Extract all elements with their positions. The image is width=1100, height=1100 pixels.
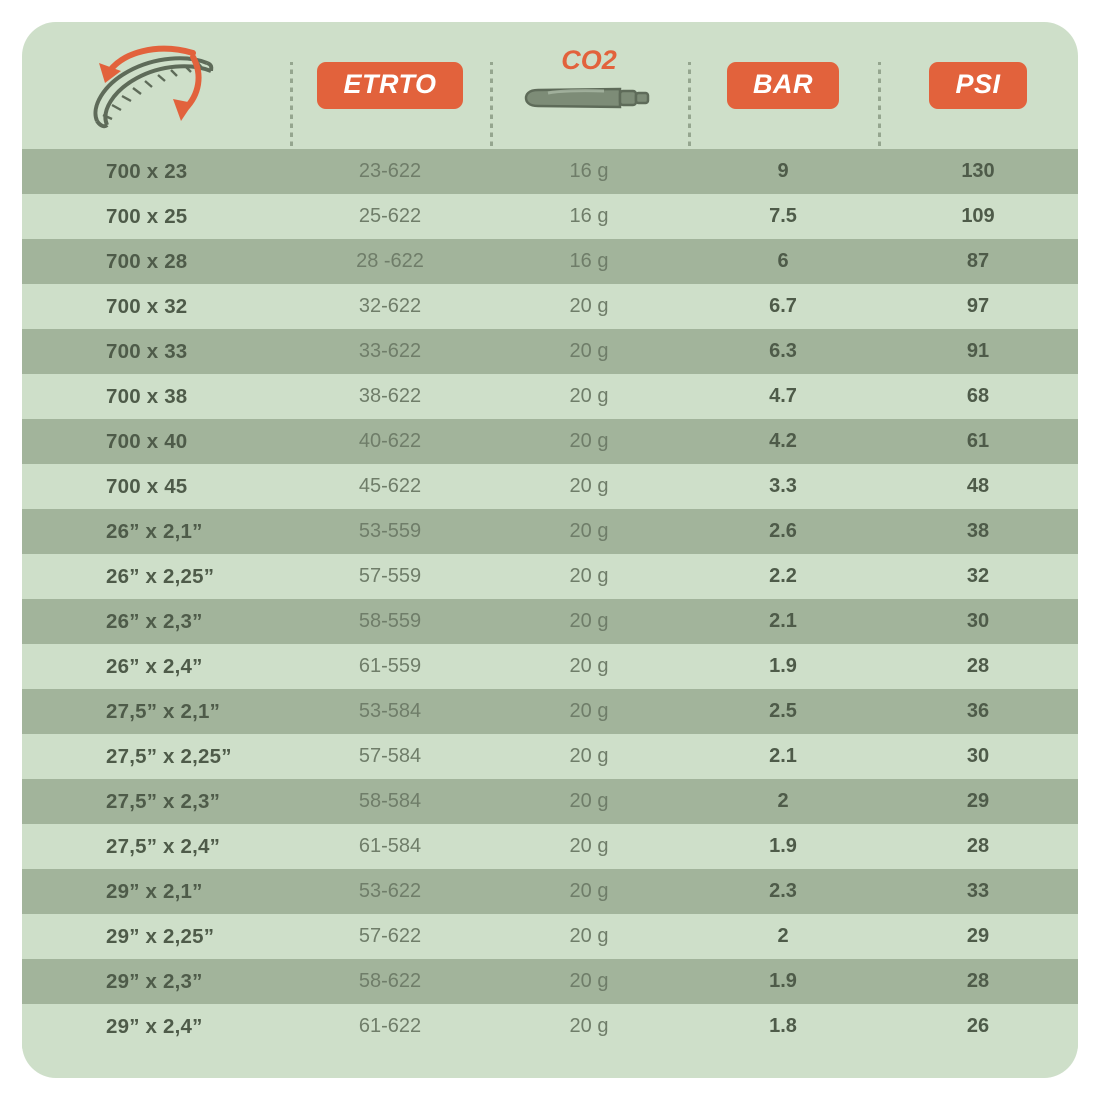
cell-psi: 30 [966, 745, 990, 767]
cell-tyre-size: 700 x 23 [106, 159, 188, 183]
cell-co2: 20 g [569, 475, 609, 497]
cell-bar: 6 [777, 250, 789, 272]
cell-psi: 109 [961, 205, 995, 227]
table-row [22, 464, 1078, 509]
cell-co2: 20 g [569, 970, 609, 992]
cell-etrto: 32-622 [358, 295, 422, 317]
header-cell-bar [688, 22, 878, 149]
cell-bar: 2.1 [769, 610, 797, 632]
cell-etrto: 33-622 [358, 340, 422, 362]
cell-psi: 28 [966, 970, 990, 992]
cell-etrto: 53-622 [358, 880, 422, 902]
cell-co2: 20 g [569, 430, 609, 452]
cell-etrto: 23-622 [358, 160, 422, 182]
bicycle-tire-icon [81, 37, 231, 134]
cell-tyre-size: 29” x 2,4” [106, 1014, 203, 1038]
cell-psi: 26 [966, 1015, 990, 1037]
cell-etrto: 61-622 [358, 1015, 422, 1037]
cell-bar: 7.5 [769, 205, 797, 227]
cell-bar: 2 [777, 925, 789, 947]
cell-psi: 48 [966, 475, 990, 497]
tyre-pressure-table-card [22, 22, 1078, 1078]
header-cell-etrto [290, 22, 490, 149]
cell-bar: 1.8 [769, 1015, 797, 1037]
cell-co2: 16 g [569, 205, 609, 227]
cell-etrto: 38-622 [358, 385, 422, 407]
cell-etrto: 58-559 [358, 610, 422, 632]
cell-bar: 9 [777, 160, 789, 182]
cell-bar: 1.9 [769, 970, 797, 992]
cell-psi: 87 [966, 250, 990, 272]
cell-psi: 36 [966, 700, 990, 722]
cell-tyre-size: 27,5” x 2,25” [106, 744, 232, 768]
cell-tyre-size: 27,5” x 2,4” [106, 834, 221, 858]
cell-bar: 2.6 [769, 520, 797, 542]
cell-etrto: 58-584 [358, 790, 422, 812]
cell-tyre-size: 26” x 2,3” [106, 609, 203, 633]
cell-tyre-size: 700 x 40 [106, 429, 188, 453]
cell-etrto: 61-559 [358, 655, 422, 677]
cell-psi: 61 [966, 430, 990, 452]
table-row [22, 194, 1078, 239]
cell-etrto: 28 -622 [356, 250, 424, 272]
cell-co2: 16 g [569, 160, 609, 182]
cell-co2: 20 g [569, 880, 609, 902]
header-cell-tyre-size [22, 22, 290, 149]
etrto-label: ETRTO [317, 62, 462, 109]
cell-psi: 29 [966, 925, 990, 947]
table-row [22, 599, 1078, 644]
cell-tyre-size: 27,5” x 2,1” [106, 699, 221, 723]
cell-psi: 29 [966, 790, 990, 812]
cell-bar: 6.3 [769, 340, 797, 362]
cell-bar: 3.3 [769, 475, 797, 497]
table-row [22, 869, 1078, 914]
cell-tyre-size: 700 x 33 [106, 339, 188, 363]
cell-etrto: 61-584 [358, 835, 422, 857]
cell-tyre-size: 29” x 2,25” [106, 924, 215, 948]
table-row [22, 959, 1078, 1004]
cell-tyre-size: 700 x 38 [106, 384, 188, 408]
cell-tyre-size: 26” x 2,25” [106, 564, 215, 588]
cell-psi: 28 [966, 835, 990, 857]
bar-label: BAR [727, 62, 839, 109]
cell-bar: 2 [777, 790, 789, 812]
co2-cartridge-icon [524, 76, 654, 125]
cell-etrto: 57-584 [358, 745, 422, 767]
table-header [22, 22, 1078, 149]
header-cell-psi [878, 22, 1078, 149]
cell-bar: 6.7 [769, 295, 797, 317]
table-row [22, 779, 1078, 824]
cell-psi: 30 [966, 610, 990, 632]
psi-label: PSI [929, 62, 1026, 109]
cell-bar: 4.7 [769, 385, 797, 407]
cell-co2: 20 g [569, 340, 609, 362]
cell-bar: 2.1 [769, 745, 797, 767]
cell-co2: 20 g [569, 520, 609, 542]
table-row [22, 914, 1078, 959]
co2-label: CO2 [561, 44, 617, 75]
table-row [22, 644, 1078, 689]
table-row [22, 509, 1078, 554]
cell-bar: 4.2 [769, 430, 797, 452]
cell-bar: 1.9 [769, 835, 797, 857]
cell-psi: 33 [966, 880, 990, 902]
cell-etrto: 53-584 [358, 700, 422, 722]
cell-co2: 20 g [569, 700, 609, 722]
cell-bar: 1.9 [769, 655, 797, 677]
cell-co2: 20 g [569, 565, 609, 587]
table-row [22, 239, 1078, 284]
table-row [22, 824, 1078, 869]
cell-co2: 20 g [569, 790, 609, 812]
cell-tyre-size: 29” x 2,3” [106, 969, 203, 993]
cell-etrto: 57-559 [358, 565, 422, 587]
cell-psi: 97 [966, 295, 990, 317]
table-body [22, 149, 1078, 1049]
cell-psi: 32 [966, 565, 990, 587]
header-cell-co2 [490, 22, 688, 149]
table-row [22, 419, 1078, 464]
cell-psi: 130 [961, 160, 995, 182]
cell-etrto: 58-622 [358, 970, 422, 992]
table-row [22, 284, 1078, 329]
cell-co2: 20 g [569, 385, 609, 407]
table-row [22, 554, 1078, 599]
cell-co2: 20 g [569, 745, 609, 767]
cell-tyre-size: 27,5” x 2,3” [106, 789, 221, 813]
cell-etrto: 40-622 [358, 430, 422, 452]
cell-bar: 2.5 [769, 700, 797, 722]
cell-psi: 38 [966, 520, 990, 542]
cell-bar: 2.3 [769, 880, 797, 902]
table-row [22, 329, 1078, 374]
cell-psi: 68 [966, 385, 990, 407]
cell-co2: 20 g [569, 1015, 609, 1037]
table-row [22, 1004, 1078, 1049]
cell-co2: 20 g [569, 835, 609, 857]
cell-etrto: 53-559 [358, 520, 422, 542]
cell-tyre-size: 700 x 32 [106, 294, 188, 318]
cell-psi: 91 [966, 340, 990, 362]
table-row [22, 374, 1078, 419]
cell-etrto: 57-622 [358, 925, 422, 947]
cell-tyre-size: 700 x 45 [106, 474, 188, 498]
cell-co2: 20 g [569, 295, 609, 317]
cell-tyre-size: 29” x 2,1” [106, 879, 203, 903]
cell-etrto: 25-622 [358, 205, 422, 227]
cell-tyre-size: 26” x 2,4” [106, 654, 203, 678]
cell-etrto: 45-622 [358, 475, 422, 497]
cell-co2: 20 g [569, 925, 609, 947]
cell-bar: 2.2 [769, 565, 797, 587]
cell-psi: 28 [966, 655, 990, 677]
cell-tyre-size: 700 x 25 [106, 204, 188, 228]
cell-tyre-size: 700 x 28 [106, 249, 188, 273]
cell-co2: 16 g [569, 250, 609, 272]
cell-co2: 20 g [569, 610, 609, 632]
table-row [22, 734, 1078, 779]
table-row [22, 689, 1078, 734]
cell-co2: 20 g [569, 655, 609, 677]
table-row [22, 149, 1078, 194]
cell-tyre-size: 26” x 2,1” [106, 519, 203, 543]
